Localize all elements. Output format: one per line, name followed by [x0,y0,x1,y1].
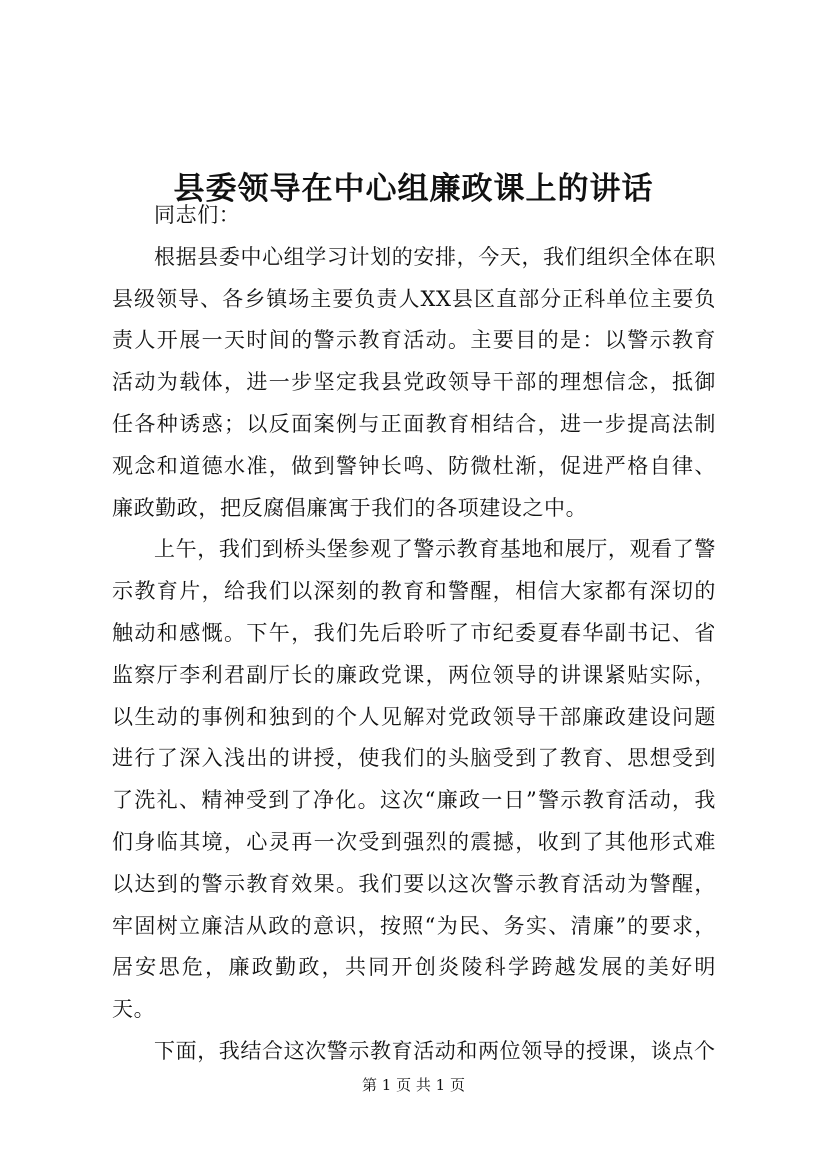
paragraph-3: 下面，我结合这次警示教育活动和两位领导的授课，谈点个 [154,1038,716,1063]
greeting: 同志们： [154,203,241,227]
paragraph-1: 根据县委中心组学习计划的安排，今天，我们组织全体在职县级领导、各乡镇场主要负责人XX县区直部分正科单位主要负责人开展一天时间的警示教育活动。主要目的是：以警示教育活动为载体，进一步坚定我县党政领导干部的理想信念，抵御任各种诱惑；以反面案例与正面教育相结合，进一步提高法制观念和道德水准，做到警钟长鸣、防微杜渐，促进严格自律、廉政勤政，把反腐倡廉寓于我们的各项建设之中。 [112,244,716,520]
page-footer: 第 1 页 共 1 页 [362,1076,465,1094]
document-body [112,195,716,1073]
paragraph-2: 上午，我们到桥头堡参观了警示教育基地和展厅，观看了警示教育片，给我们以深刻的教育和警醒，相信大家都有深切的触动和感慨。下午，我们先后聆听了市纪委夏春华副书记、省监察厅李利君副厅长的廉政党课，两位领导的讲课紧贴实际，以生动的事例和独到的个人见解对党政领导干部廉政建设问题进行了深入浅出的讲授，使我们的头脑受到了教育、思想受到了洗礼、精神受到了净化。这次“廉政一日”警示教育活动，我们身临其境，心灵再一次受到强烈的震撼，收到了其他形式难以达到的警示教育效果。我们要以这次警示教育活动为警醒，牢固树立廉洁从政的意识，按照“为民、务实、清廉”的要求，居安思危，廉政勤政，共同开创炎陵科学跨越发展的美好明天。 [112,537,716,1022]
document-title: 县委领导在中心组廉政课上的讲话 [173,170,654,207]
